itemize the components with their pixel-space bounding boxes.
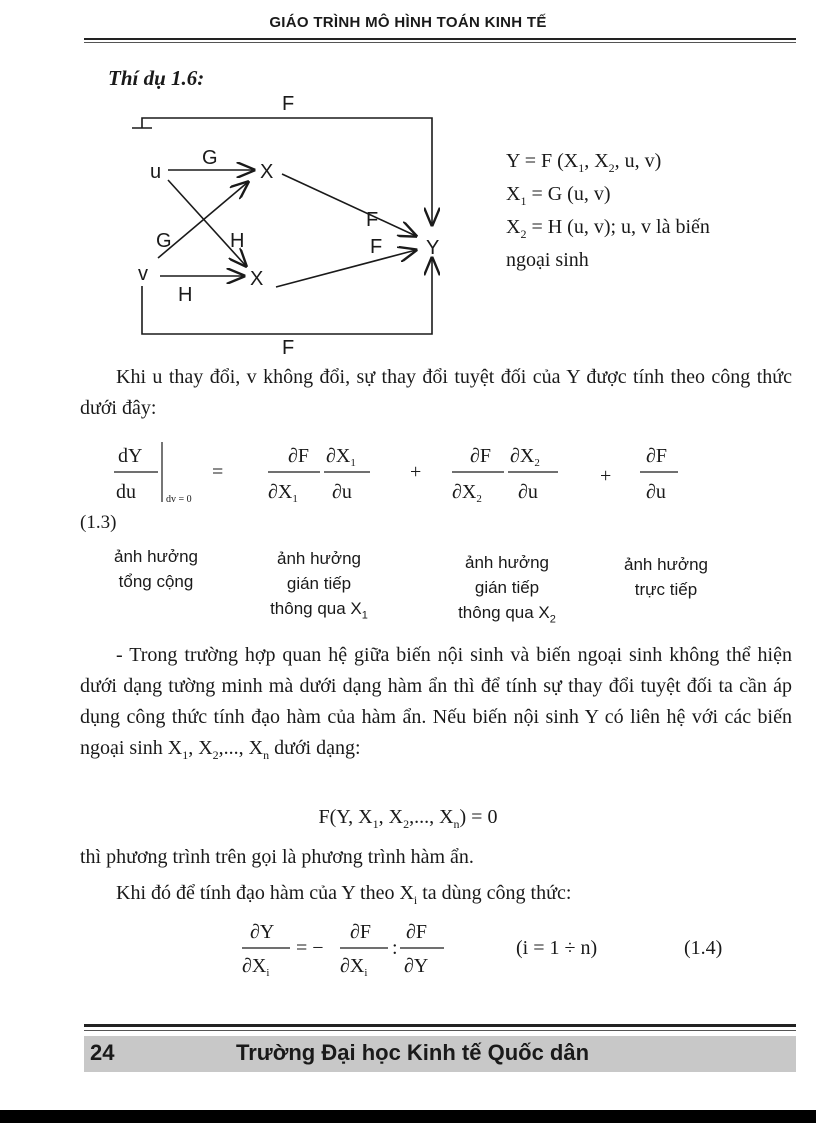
dx2-denominator: $\partial X_2$: [452, 481, 482, 505]
index-range: (i = 1 ÷ n): [516, 937, 598, 959]
dy-numerator: ∂Y: [250, 921, 275, 943]
node-x2: X: [250, 268, 264, 290]
footer-university: Trường Đại học Kinh tế Quốc dân: [236, 1040, 590, 1065]
node-y: Y: [426, 237, 440, 259]
dy-numerator: dY: [118, 445, 143, 467]
running-header-title: GIÁO TRÌNH MÔ HÌNH TOÁN KINH TẾ: [269, 14, 547, 31]
paragraph-implicit: - Trong trường hợp quan hệ giữa biến nội sinh và biến ngoại sinh không thể hiện dưới dạng tường minh mà dưới dạng hàm ẩn thì để tính sự thay đổi tuyệt đối ta cần áp dụng công thức tính đạo hàm của hàm ẩn. Nếu biến nội sinh Y có liên hệ với các biến ngoại $\sinh X_1$, $X_2$,..., $X_n$ dưới dạng:: [80, 644, 792, 762]
dxi-denominator-2: $\partial X_i$: [340, 955, 368, 979]
equation-x1: $X_1 = G$ (u, v): [506, 183, 611, 208]
condition-dv0: dv = 0: [166, 494, 192, 505]
df-3: ∂F: [646, 445, 668, 467]
dx1-denominator: $\partial X_1$: [268, 481, 298, 505]
scan-bottom-edge: [0, 1110, 816, 1123]
paragraph-derivative: Khi đó để tính đạo hàm của Y theo $X_i$ ta dùng công thức:: [116, 882, 572, 907]
node-x1: X: [260, 161, 274, 183]
du-partial-2: ∂u: [518, 481, 538, 503]
header-rule: [84, 38, 796, 40]
equation-x2: $X_2 = H$ (u, v); u, v là biến: [506, 216, 710, 241]
bottom-f-label: F: [282, 337, 295, 359]
top-f-label: F: [282, 93, 295, 115]
arrow-x2-y: [276, 250, 416, 287]
equals-sign: =: [212, 461, 224, 483]
paragraph-intro: Khi u thay đổi, v không đổi, sự thay đổi tuyệt đối của Y được tính theo công thức dưới đây:: [80, 366, 792, 419]
equals-minus: = −: [296, 937, 324, 959]
equation-number-1-4: (1.4): [684, 937, 723, 959]
label-f1: F: [366, 209, 379, 231]
dxi-denominator: $\partial X_i$: [242, 955, 270, 979]
du-denominator: du: [116, 481, 136, 503]
caption-total-effect: ảnh hưởng tổng cộng: [114, 547, 198, 591]
paragraph-implicit-def: thì phương trình trên gọi là phương trình hàm ẩn.: [80, 846, 474, 868]
equation-number-1-3: (1.3): [80, 512, 117, 533]
equation-y: Y = F ($X_1$, $X_2$, u, v): [506, 150, 662, 175]
dx2-numerator: $\partial X_2$: [510, 445, 540, 469]
implicit-equation: F(Y, $X_1$, $X_2$,..., $X_n) = 0$: [318, 806, 498, 831]
plus-2: +: [600, 465, 612, 487]
colon: :: [392, 937, 398, 959]
footer-rule: [84, 1024, 796, 1027]
label-f2: F: [370, 236, 383, 258]
label-g-left: G: [156, 230, 172, 252]
formula-1-3: [108, 436, 708, 516]
du-partial-1: ∂u: [332, 481, 352, 503]
label-g-top: G: [202, 147, 218, 169]
page-number: 24: [90, 1040, 115, 1065]
top-f-loop-line: [142, 118, 432, 225]
footer-rule-thin: [84, 1030, 796, 1031]
dx1-numerator: $\partial X_1$: [326, 445, 356, 469]
node-v: v: [138, 263, 148, 285]
example-title: Thí dụ 1.6:: [108, 66, 205, 90]
formula-1-4: [238, 916, 758, 982]
arrow-x1-y: [282, 174, 416, 236]
label-h-cross: H: [230, 230, 245, 252]
model-equations: [506, 148, 710, 273]
dy-denominator: ∂Y: [404, 955, 429, 977]
label-h-bottom: H: [178, 284, 193, 306]
df-2: ∂F: [470, 445, 492, 467]
caption-indirect-x1: ảnh hưởng gián tiếp thông qua $X_1$: [270, 549, 368, 622]
variable-diagram: [120, 90, 480, 360]
plus-1: +: [410, 461, 422, 483]
du-partial-3: ∂u: [646, 481, 666, 503]
df-numerator: ∂F: [350, 921, 372, 943]
header-rule-thin: [84, 42, 796, 43]
caption-direct-effect: ảnh hưởng trực tiếp: [624, 555, 708, 599]
df-1: ∂F: [288, 445, 310, 467]
equation-note: ngoại sinh: [506, 249, 589, 271]
node-u: u: [150, 161, 162, 183]
caption-indirect-x2: ảnh hưởng gián tiếp thông qua $X_2$: [458, 553, 556, 626]
df-numerator-2: ∂F: [406, 921, 428, 943]
